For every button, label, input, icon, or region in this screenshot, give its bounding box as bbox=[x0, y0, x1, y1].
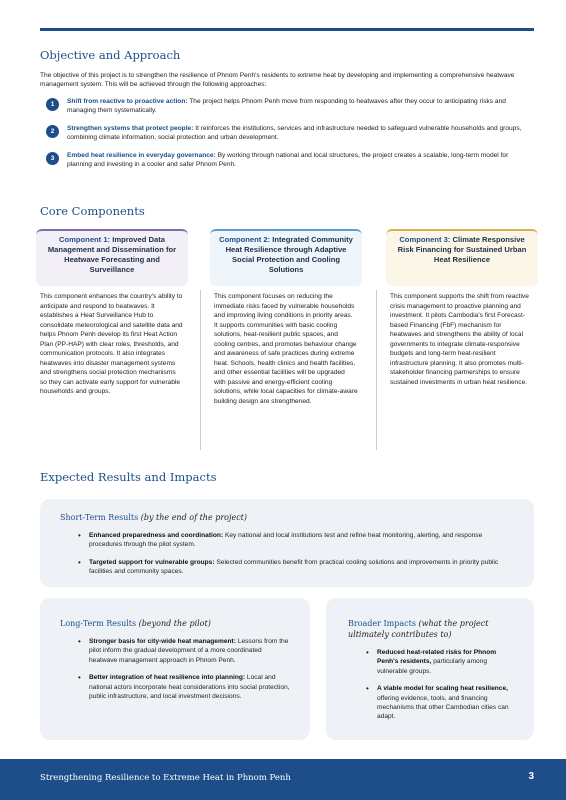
component-title: Integrated Community Heat Resilience through Adaptive Social Protection and Cooling Solutions bbox=[225, 235, 353, 274]
component-description: This component enhances the country's ability to anticipate and respond to heatwaves. It establishes a Heat Surveillance Hub to consolidate meteorological and satellite data and helps Phnom Penh develop its first Heat Action Plan (PP-HAP) with clear roles, thresholds, and communication protocols. It also integrates heatwaves into disaster management systems and strengthens social protection mechanisms so they can activate early support for vulnerable households and groups. bbox=[40, 293, 183, 395]
short-term-results-card bbox=[40, 499, 534, 587]
objective-heading: Objective and Approach bbox=[40, 48, 181, 62]
card-title-subtitle: (by the end of the project) bbox=[140, 513, 248, 522]
bullet-list bbox=[348, 648, 516, 722]
component-header bbox=[36, 229, 188, 286]
component-title: Improved Data Management and Dissemination for Heatwave Forecasting and Surveillance bbox=[47, 235, 177, 274]
bullet-list bbox=[60, 637, 290, 701]
approach-list bbox=[46, 97, 534, 177]
component-description: This component supports the shift from reactive crisis management to proactive planning and investment. It pilots Cambodia's first Forecast-based Financing (FbF) mechanism for heatwaves and strengthens the ability of local governments to integrate climate-responsive budgets and long-term heat-resilient infrastructure planning. It also promotes multi-stakeholder financing partnerships to ensure sustained investments in urban heat resilience. bbox=[390, 293, 529, 386]
bullet-lead: Enhanced preparedness and coordination: bbox=[89, 532, 224, 539]
list-item bbox=[78, 637, 290, 665]
column-divider bbox=[376, 290, 377, 450]
list-item bbox=[78, 531, 514, 550]
card-title-subtitle: (beyond the pilot) bbox=[138, 619, 211, 628]
page-footer bbox=[0, 759, 566, 800]
results-heading: Expected Results and Impacts bbox=[40, 470, 217, 484]
component-number: Component 2: bbox=[219, 235, 271, 244]
component-2-column bbox=[210, 229, 362, 406]
list-item bbox=[366, 684, 516, 722]
list-item bbox=[78, 673, 290, 701]
bullet-lead: Better integration of heat resilience into planning: bbox=[89, 674, 246, 682]
long-term-results-card bbox=[40, 598, 310, 740]
component-title: Climate Responsive Risk Financing for Sustained Urban Heat Resilience bbox=[397, 235, 527, 264]
objective-intro: The objective of this project is to strengthen the resilience of Phnom Penh's residents to extreme heat by developing and implementing a comprehensive heatwave management system. This will be achieved through the following approaches: bbox=[40, 72, 515, 89]
component-3-column bbox=[386, 229, 538, 387]
approach-item bbox=[46, 151, 534, 170]
approach-lead: Embed heat resilience in everyday governance: bbox=[67, 151, 216, 159]
column-divider bbox=[200, 290, 201, 450]
broader-impacts-card bbox=[326, 598, 534, 740]
list-item bbox=[78, 558, 514, 577]
approach-text: The project helps Phnom Penh move from responding to heatwaves after they occur to anticipating risks and managing them systematically. bbox=[67, 98, 506, 115]
step-number-badge: 1 bbox=[46, 98, 59, 111]
approach-text: It reinforces the institutions, services and infrastructure needed to safeguard vulnerable households and groups, combining climate information, social protection and urban development. bbox=[67, 124, 522, 142]
step-number-badge: 2 bbox=[46, 125, 59, 138]
bullet-text: Local and national actors incorporate heat considerations into social protection, public infrastructure, and local investment decisions. bbox=[89, 674, 290, 701]
component-header bbox=[386, 229, 538, 286]
page-number: 3 bbox=[528, 771, 534, 782]
core-components-heading: Core Components bbox=[40, 204, 145, 218]
component-1-column bbox=[36, 229, 188, 397]
card-title bbox=[348, 618, 516, 640]
component-header bbox=[210, 229, 362, 286]
card-title-main: Long-Term Results bbox=[60, 619, 137, 628]
step-number-badge: 3 bbox=[46, 152, 59, 165]
approach-text: By working through national and local structures, the project creates a scalable, long-term model for planning and investing in a cooler and safer Phnom Penh. bbox=[67, 151, 509, 169]
footer-title: Strengthening Resilience to Extreme Heat in Phnom Penh bbox=[40, 773, 291, 783]
bullet-lead: Targeted support for vulnerable groups: bbox=[89, 558, 215, 566]
card-title bbox=[60, 512, 514, 523]
card-title-main: Broader Impacts bbox=[348, 619, 416, 628]
card-title-main: Short-Term Results bbox=[60, 513, 139, 522]
bullet-text: Selected communities benefit from practical cooling solutions and improvements in priority public facilities and community spaces. bbox=[89, 558, 499, 576]
bullet-lead: Reduced heat-related risks for Phnom Penh's residents, bbox=[377, 649, 497, 666]
component-number: Component 3: bbox=[399, 235, 451, 244]
bullet-text: particularly among vulnerable groups. bbox=[377, 658, 488, 675]
component-description: This component focuses on reducing the immediate risks faced by vulnerable households and improving living conditions in priority areas. It supports communities with basic cooling solutions, heat-resilient public spaces, and cooling centres, and promotes behaviour change and awareness of safe practices during extreme heat. Schools, health clinics and health facilities, and other essential facilities will be upgraded with passive and energy-efficient cooling solutions, while local capacities for climate-aware building design are strengthened. bbox=[214, 293, 358, 405]
bullet-text: Lessons from the pilot inform the gradual development of a more coordinated heatwave management approach in Phnom Penh. bbox=[89, 638, 289, 664]
list-item bbox=[366, 648, 516, 676]
bullet-lead: A viable model for scaling heat resilience, bbox=[377, 685, 508, 693]
bullet-text: Key national and local institutions test and refine heat monitoring, alerting, and response procedures through the pilot system. bbox=[89, 532, 483, 549]
bullet-text: offering evidence, tools, and financing mechanisms that other Cambodian cities can adapt. bbox=[377, 694, 509, 721]
component-number: Component 1: bbox=[59, 235, 111, 244]
approach-item bbox=[46, 124, 534, 143]
card-title-subtitle: (what the project ultimately contributes to) bbox=[348, 619, 489, 639]
bullet-list bbox=[60, 531, 514, 577]
card-title bbox=[60, 618, 290, 629]
bullet-lead: Stronger basis for city-wide heat management: bbox=[89, 638, 236, 645]
top-rule bbox=[40, 28, 534, 31]
approach-lead: Strengthen systems that protect people: bbox=[67, 124, 194, 132]
approach-item bbox=[46, 97, 534, 116]
approach-lead: Shift from reactive to proactive action: bbox=[67, 98, 188, 105]
